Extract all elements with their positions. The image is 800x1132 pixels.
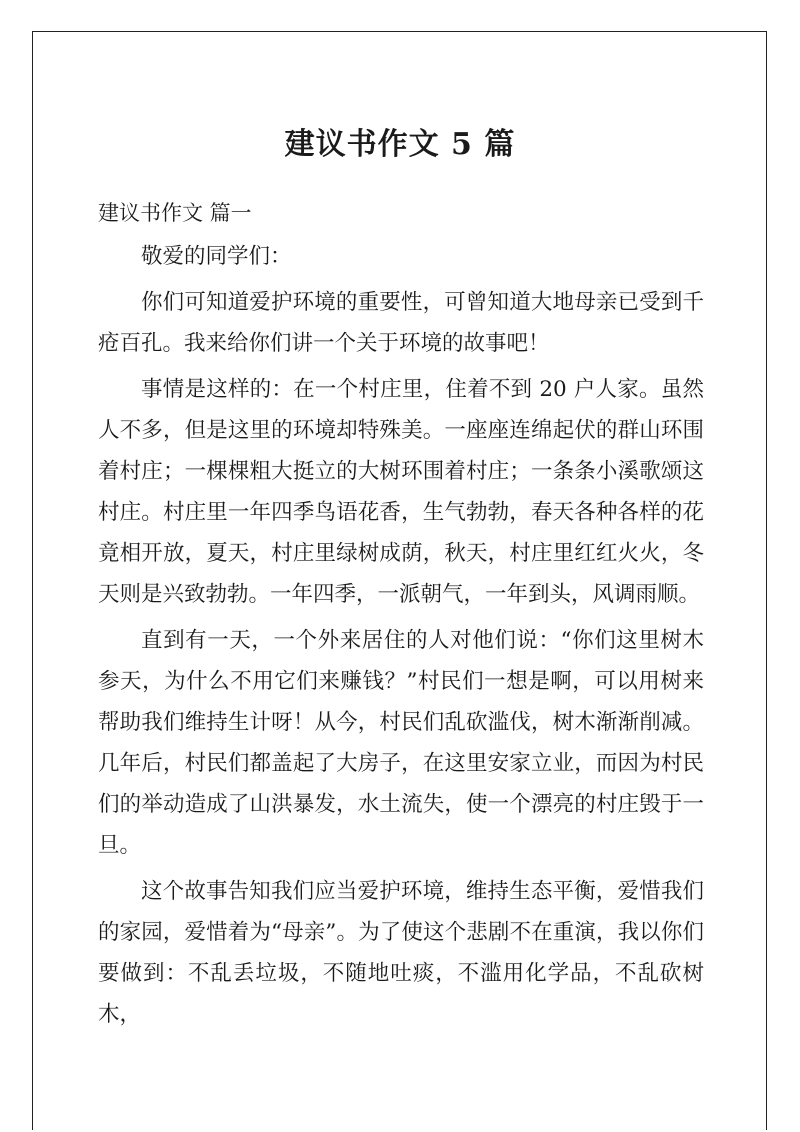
body-paragraph: 事情是这样的：在一个村庄里，住着不到 20 户人家。虽然人不多，但是这里的环境却特殊美。一座座连绵起伏的群山环围着村庄；一棵棵粗大挺立的大树环围着村庄；一条条小溪歌颂这村庄。村庄里一年四季鸟语花香，生气勃勃，春天各种各样的花竟相开放，夏天，村庄里绿树成荫，秋天，村庄里红红火火，冬天则是兴致勃勃。一年四季，一派朝气，一年到头，风调雨顺。: [98, 377, 704, 607]
body-paragraph: 直到有一天，一个外来居住的人对他们说：“你们这里树木参天，为什么不用它们来赚钱？”村民们一想是啊，可以用树来帮助我们维持生计呀！从今，村民们乱砍滥伐，树木渐渐削减。几年后，村民们都盖起了大房子，在这里安家立业，而因为村民们的举动造成了山洪暴发，水土流失，使一个漂亮的村庄毁于一旦。: [98, 628, 704, 858]
body-paragraph: 这个故事告知我们应当爱护环境，维持生态平衡，爱惜我们的家园，爱惜着为“母亲”。为了使这个悲剧不在重演，我以你们要做到：不乱丢垃圾，不随地吐痰，不滥用化学品，不乱砍树木，: [98, 879, 704, 1027]
section-heading: 建议书作文 篇一: [98, 201, 252, 225]
body-text: [98, 236, 704, 1040]
body-paragraph: 你们可知道爱护环境的重要性，可曾知道大地母亲已受到千疮百孔。我来给你们讲一个关于环境的故事吧！: [98, 290, 704, 356]
greeting-paragraph: 敬爱的同学们：: [141, 244, 292, 269]
document-title: 建议书作文 5 篇: [284, 127, 516, 162]
